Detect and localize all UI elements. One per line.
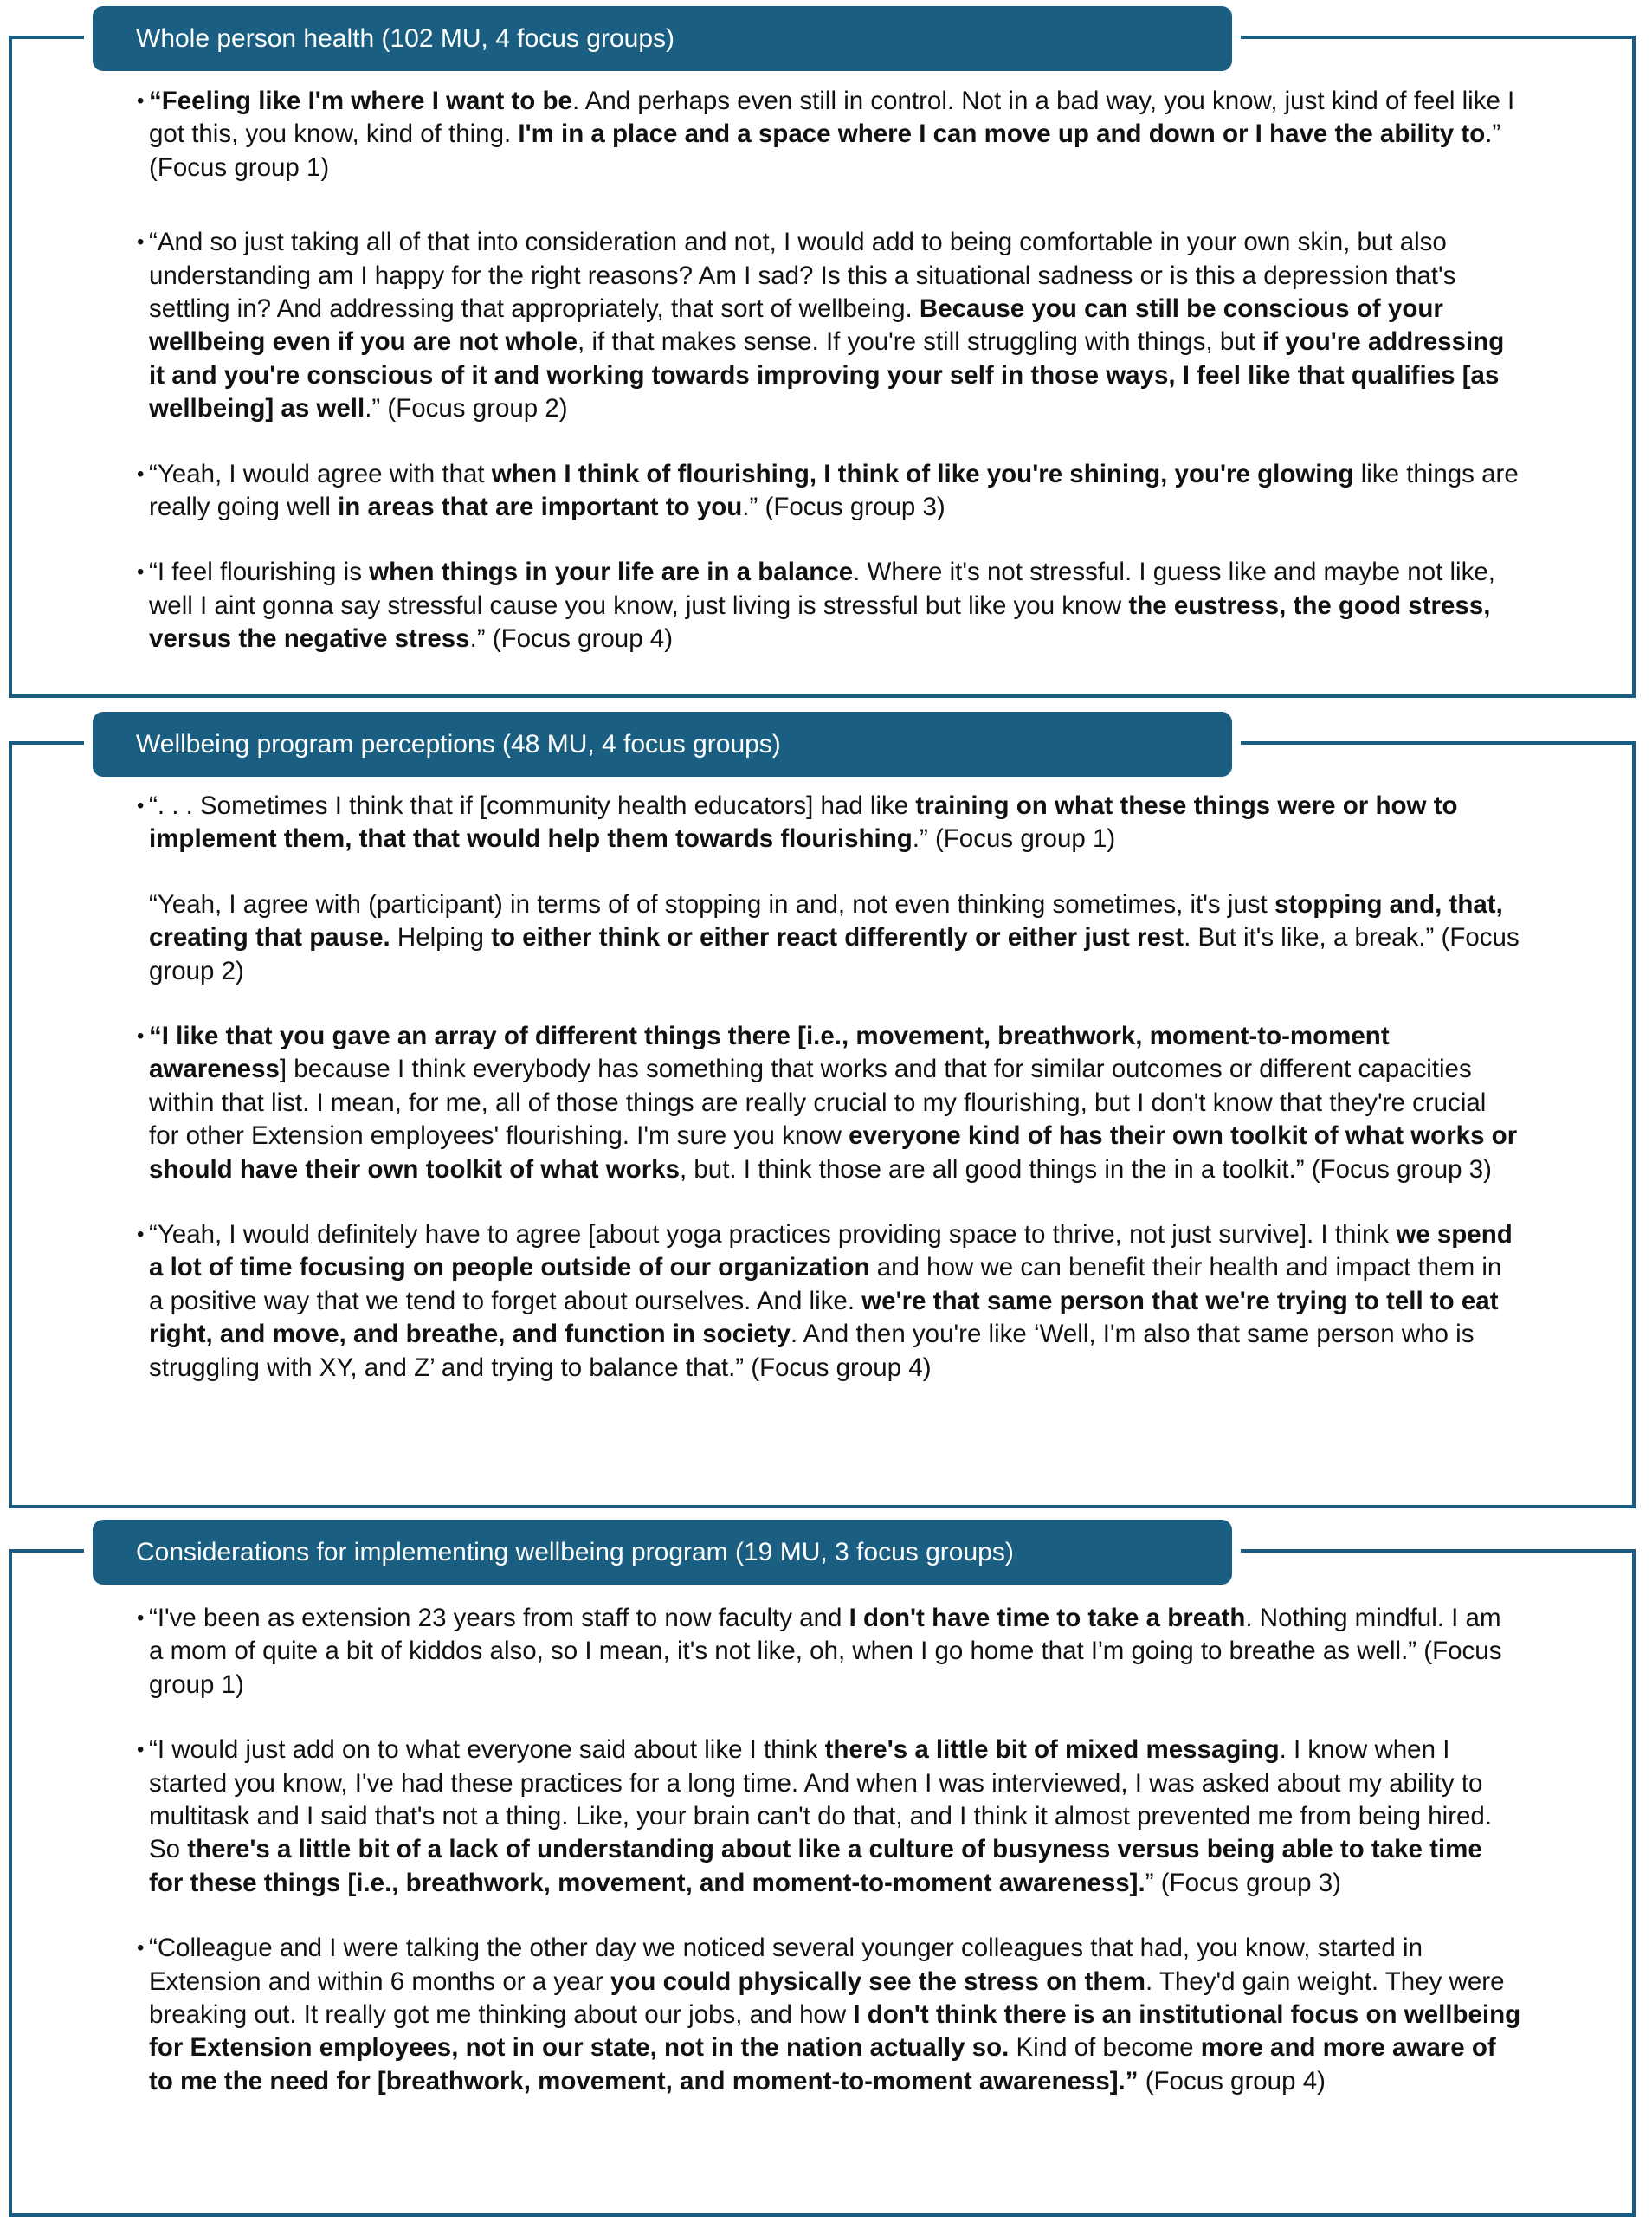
bullet-icon: •	[137, 462, 145, 486]
quote-text: . They'd gain weight. They were breaking out. It really got me thinking about our jobs, and how	[149, 1966, 1505, 2030]
section-title: Whole person health (102 MU, 4 focus groups)	[136, 23, 674, 53]
quote-text: like things are really going well	[149, 459, 1519, 522]
quote-text: “Yeah, I would definitely have to agree [about yoga practices providing space to thrive, not just survive]. I think	[149, 1220, 1397, 1250]
quote-emphasis: I don't have time to take a breath	[849, 1604, 1246, 1632]
quote-emphasis: there's a little bit of a lack of understanding about like a culture of busyness versus being able to take time for these things [i.e., breathwork, movement, and moment-to-moment awareness].	[149, 1835, 1482, 1897]
quote-text: .” (Focus group 2)	[365, 394, 568, 423]
quote-text: . And then you're like ‘Well, I'm also that same person who is struggling with XY, and Z’ and trying to balance that.” (Focus group 4)	[149, 1320, 1475, 1382]
quote	[137, 790, 1522, 856]
bullet-icon: •	[137, 1024, 145, 1049]
quote-text: , but. I think those are all good things in the in a toolkit.” (Focus group 3)	[680, 1154, 1492, 1184]
quote-text: “I've been as extension 23 years from staff to now faculty and	[149, 1604, 849, 1632]
quote-emphasis: Because you can still be conscious of your wellbeing even if you are not whole	[149, 294, 1443, 357]
quote-emphasis: I'm in a place and a space where I can move up and down or I have the ability to	[518, 119, 1486, 149]
bullet-icon: •	[137, 560, 145, 584]
section-header	[93, 1520, 1232, 1585]
quote	[137, 1734, 1522, 1900]
section-header	[93, 6, 1232, 71]
quote-text: Helping	[390, 923, 492, 953]
quote-text: (Focus group 4)	[1138, 2066, 1326, 2096]
quote-text: , if that makes sense. If you're still struggling with things, but	[578, 327, 1263, 357]
quote-emphasis: “I like that you gave an array of different things there [i.e., movement, breathwork, moment-to-moment awareness	[149, 1022, 1390, 1084]
quote-emphasis: everyone kind of has their own toolkit of what works or should have their own toolkit of what works	[149, 1121, 1518, 1184]
quote	[137, 888, 1522, 988]
quote-emphasis: we're that same person that we're trying to tell to eat right, and move, and breathe, and function in society	[149, 1286, 1499, 1349]
quote-text: “. . . Sometimes I think that if [community health educators] had like	[149, 791, 916, 820]
quote	[137, 458, 1522, 525]
quote-text: ” (Focus group 3)	[1145, 1868, 1341, 1897]
quote-text: . Where it's not stressful. I guess like and maybe not like, well I aint gonna say stressful cause you know, just living is stressful but like you know	[149, 558, 1495, 620]
quote-emphasis: the eustress, the good stress, versus the negative stress	[149, 591, 1491, 654]
quote-list	[137, 85, 1522, 656]
bullet-icon: •	[137, 89, 145, 113]
quote-text: “Yeah, I agree with (participant) in terms of of stopping in and, not even thinking sometimes, it's just	[149, 889, 1274, 919]
quote-emphasis: there's a little bit of mixed messaging	[824, 1735, 1280, 1765]
quote-text: .” (Focus group 1)	[149, 119, 1501, 182]
quote-emphasis: to either think or either react differently or either just rest	[491, 923, 1184, 953]
quote-text: “I feel flourishing is	[149, 558, 370, 587]
section-title: Considerations for implementing wellbeing program (19 MU, 3 focus groups)	[136, 1537, 1014, 1566]
quote-text: .” (Focus group 3)	[742, 493, 945, 522]
quote-text: . I know when I started you know, I've had these practices for a long time. And when I was interviewed, I was asked about my ability to multitask and I said that's not a thing. Like, your brain can't do that, and I think it almost prevented me from being hired. So	[149, 1735, 1493, 1864]
quote-emphasis: in areas that are important to you	[338, 493, 743, 522]
bullet-icon: •	[137, 1223, 145, 1247]
bullet-icon: •	[137, 230, 145, 255]
quote	[137, 85, 1522, 184]
quote-text: . Nothing mindful. I am a mom of quite a bit of kiddos also, so I mean, it's not like, oh, when I go home that I'm going to breathe as well.” (Focus group 1)	[149, 1604, 1502, 1699]
section-header	[93, 712, 1232, 777]
quote-text: .” (Focus group 4)	[469, 624, 674, 654]
quote-emphasis: when I think of flourishing, I think of like you're shining, you're glowing	[491, 459, 1354, 488]
section-title: Wellbeing program perceptions (48 MU, 4 focus groups)	[136, 729, 781, 759]
quote-text: “Yeah, I would agree with that	[149, 459, 492, 488]
quote-emphasis: you could physically see the stress on them	[610, 1966, 1145, 1996]
quote-emphasis: training on what these things were or how to implement them, that that would help them towards flourishing	[149, 791, 1458, 854]
quote-list	[137, 1602, 1522, 2098]
quote-emphasis: I don't think there is an institutional focus on wellbeing for Extension employees, not in our state, not in the nation actually so.	[149, 2000, 1521, 2063]
quote	[137, 1218, 1522, 1385]
quote	[137, 1932, 1522, 2098]
quote-text: .” (Focus group 1)	[912, 824, 1116, 854]
quote-text: “Colleague and I were talking the other day we noticed several younger colleagues that had, you know, started in Extension and within 6 months or a year	[149, 1934, 1423, 1996]
quote-emphasis: “Feeling like I'm where I want to be	[149, 87, 572, 115]
quote-text: . And perhaps even still in control. Not in a bad way, you know, just kind of feel like I got this, you know, kind of thing.	[149, 87, 1515, 149]
quote-emphasis: stopping and, that, creating that pause.	[149, 889, 1503, 953]
bullet-icon: •	[137, 1936, 145, 1960]
bullet-icon: •	[137, 794, 145, 817]
quote-text: and how we can benefit their health and impact them in a positive way that we tend to forget about ourselves. And like.	[149, 1253, 1502, 1315]
quote-emphasis: if you're addressing it and you're conscious of it and working towards improving your self in those ways, I feel like that qualifies [as wellbeing] as well	[149, 327, 1505, 423]
quote	[137, 1602, 1522, 1702]
quote-text: “I would just add on to what everyone said about like I think	[149, 1735, 825, 1765]
quote	[137, 1020, 1522, 1186]
quote	[137, 556, 1522, 655]
quote-text: “And so just taking all of that into consideration and not, I would add to being comfortable in your own skin, but also understanding am I happy for the right reasons? Am I sad? Is this a situational sadness or is this a depression that's settling in? And addressing that appropriately, that sort of wellbeing.	[149, 228, 1456, 324]
bullet-icon: •	[137, 1738, 145, 1762]
quote-text: ] because I think everybody has something that works and that for similar outcomes or different capacities within that list. I mean, for me, all of those things are really crucial to my flourishing, but I don't know that they're crucial for other Extension employees' flourishing. I'm sure you know	[149, 1055, 1487, 1151]
quote-emphasis: we spend a lot of time focusing on people outside of our organization	[149, 1220, 1513, 1282]
quote	[137, 226, 1522, 425]
quote-emphasis: when things in your life are in a balance	[369, 558, 854, 587]
bullet-icon: •	[137, 1606, 145, 1630]
quote-text: Kind of become	[1009, 2033, 1201, 2063]
quote-text: . But it's like, a break.” (Focus group 2)	[149, 923, 1520, 985]
quote-list	[137, 790, 1522, 1385]
quote-emphasis: more and more aware of to me the need for [breathwork, movement, and moment-to-moment awareness].”	[149, 2033, 1496, 2096]
